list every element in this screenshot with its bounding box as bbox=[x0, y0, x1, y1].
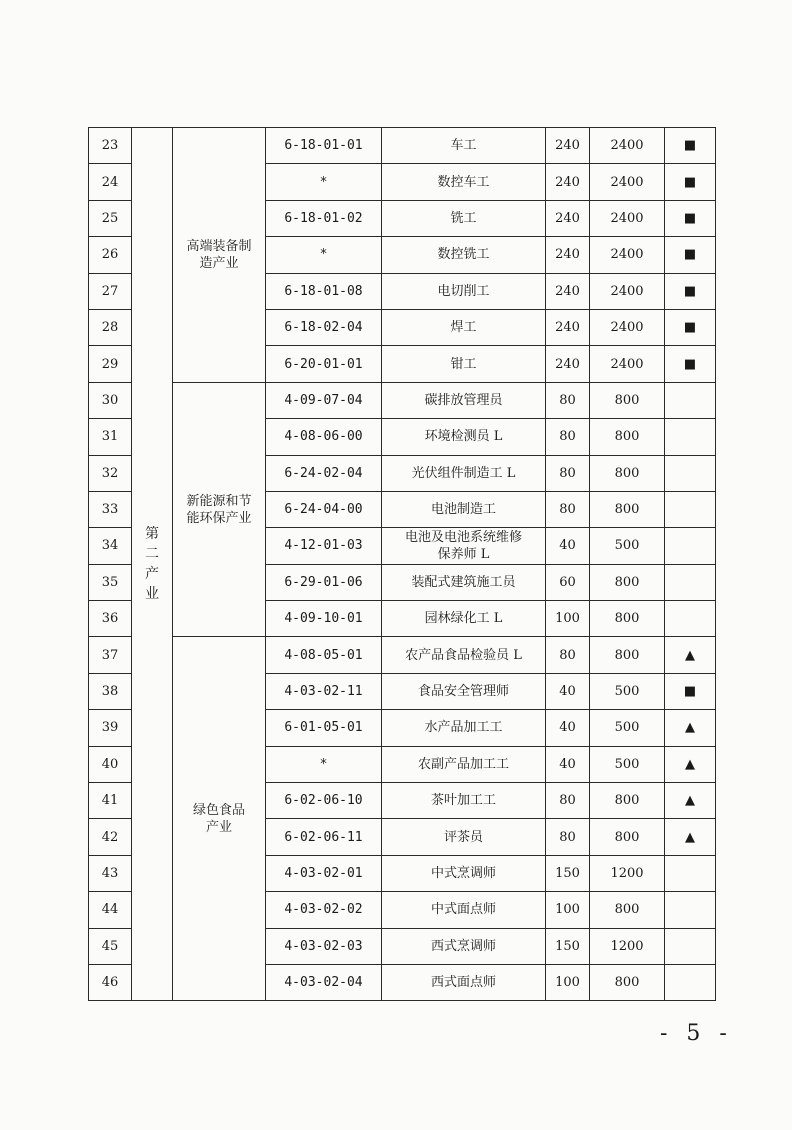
subsidy-fee-cell: 500 bbox=[590, 528, 665, 564]
category-mark-cell: ▲ bbox=[665, 710, 716, 746]
industry-group-cell: 高端装备制 造产业 bbox=[173, 128, 266, 383]
category-mark-cell bbox=[665, 419, 716, 455]
category-mark-cell: ■ bbox=[665, 346, 716, 382]
occupation-name-cell: 数控车工 bbox=[382, 164, 546, 200]
industry-group-cell: 绿色食品 产业 bbox=[173, 637, 266, 1001]
occupation-name-cell: 农副产品加工工 bbox=[382, 746, 546, 782]
subsidy-fee-cell: 1200 bbox=[590, 855, 665, 891]
row-number-cell: 29 bbox=[89, 346, 132, 382]
row-number-cell: 35 bbox=[89, 564, 132, 600]
training-hours-cell: 100 bbox=[546, 964, 590, 1000]
row-number-cell: 34 bbox=[89, 528, 132, 564]
training-hours-cell: 150 bbox=[546, 855, 590, 891]
occupation-code-cell: 4-03-02-01 bbox=[266, 855, 382, 891]
category-mark-cell: ■ bbox=[665, 309, 716, 345]
row-number-cell: 23 bbox=[89, 128, 132, 164]
occupation-name-cell: 钳工 bbox=[382, 346, 546, 382]
training-hours-cell: 80 bbox=[546, 382, 590, 418]
occupation-name-cell: 铣工 bbox=[382, 200, 546, 236]
category-mark-cell bbox=[665, 601, 716, 637]
row-number-cell: 27 bbox=[89, 273, 132, 309]
category-mark-cell: ▲ bbox=[665, 746, 716, 782]
occupation-name-cell: 农产品食品检验员 L bbox=[382, 637, 546, 673]
training-hours-cell: 240 bbox=[546, 200, 590, 236]
training-hours-cell: 80 bbox=[546, 783, 590, 819]
subsidy-fee-cell: 800 bbox=[590, 564, 665, 600]
subsidy-fee-cell: 2400 bbox=[590, 200, 665, 236]
row-number-cell: 26 bbox=[89, 237, 132, 273]
training-hours-cell: 80 bbox=[546, 455, 590, 491]
occupation-code-cell: 4-08-06-00 bbox=[266, 419, 382, 455]
occupation-name-cell: 水产品加工工 bbox=[382, 710, 546, 746]
subsidy-fee-cell: 800 bbox=[590, 964, 665, 1000]
occupation-name-cell: 电池制造工 bbox=[382, 491, 546, 527]
industry-cell: 第 二 产 业 bbox=[132, 128, 173, 1001]
category-mark-cell bbox=[665, 382, 716, 418]
subsidy-fee-cell: 800 bbox=[590, 382, 665, 418]
training-hours-cell: 100 bbox=[546, 601, 590, 637]
row-number-cell: 28 bbox=[89, 309, 132, 345]
occupation-name-cell: 西式面点师 bbox=[382, 964, 546, 1000]
occupation-name-cell: 数控铣工 bbox=[382, 237, 546, 273]
occupation-code-cell: 4-03-02-11 bbox=[266, 673, 382, 709]
occupation-name-cell: 评茶员 bbox=[382, 819, 546, 855]
occupation-name-cell: 电池及电池系统维修 保养师 L bbox=[382, 528, 546, 564]
subsidy-fee-cell: 2400 bbox=[590, 346, 665, 382]
training-hours-cell: 240 bbox=[546, 164, 590, 200]
occupation-name-cell: 碳排放管理员 bbox=[382, 382, 546, 418]
category-mark-cell: ■ bbox=[665, 164, 716, 200]
subsidy-fee-cell: 2400 bbox=[590, 309, 665, 345]
occupation-code-cell: * bbox=[266, 164, 382, 200]
occupation-code-cell: * bbox=[266, 237, 382, 273]
row-number-cell: 40 bbox=[89, 746, 132, 782]
industry-group-cell: 新能源和节 能环保产业 bbox=[173, 382, 266, 637]
occupation-code-cell: 4-12-01-03 bbox=[266, 528, 382, 564]
row-number-cell: 24 bbox=[89, 164, 132, 200]
occupation-name-cell: 茶叶加工工 bbox=[382, 783, 546, 819]
training-hours-cell: 100 bbox=[546, 892, 590, 928]
subsidy-fee-cell: 2400 bbox=[590, 164, 665, 200]
subsidy-fee-cell: 1200 bbox=[590, 928, 665, 964]
occupation-code-cell: * bbox=[266, 746, 382, 782]
occupation-code-cell: 6-20-01-01 bbox=[266, 346, 382, 382]
row-number-cell: 38 bbox=[89, 673, 132, 709]
row-number-cell: 37 bbox=[89, 637, 132, 673]
occupation-code-cell: 6-02-06-10 bbox=[266, 783, 382, 819]
training-hours-cell: 40 bbox=[546, 746, 590, 782]
subsidy-fee-cell: 2400 bbox=[590, 237, 665, 273]
occupation-name-cell: 环境检测员 L bbox=[382, 419, 546, 455]
subsidy-fee-cell: 800 bbox=[590, 637, 665, 673]
occupation-code-cell: 6-01-05-01 bbox=[266, 710, 382, 746]
category-mark-cell: ■ bbox=[665, 273, 716, 309]
row-number-cell: 30 bbox=[89, 382, 132, 418]
subsidy-fee-cell: 800 bbox=[590, 783, 665, 819]
occupation-name-cell: 焊工 bbox=[382, 309, 546, 345]
category-mark-cell bbox=[665, 964, 716, 1000]
subsidy-fee-cell: 800 bbox=[590, 819, 665, 855]
training-hours-cell: 40 bbox=[546, 710, 590, 746]
training-hours-cell: 240 bbox=[546, 346, 590, 382]
row-number-cell: 32 bbox=[89, 455, 132, 491]
occupation-code-cell: 6-29-01-06 bbox=[266, 564, 382, 600]
row-number-cell: 45 bbox=[89, 928, 132, 964]
occupation-code-cell: 6-18-01-02 bbox=[266, 200, 382, 236]
occupation-code-cell: 6-24-02-04 bbox=[266, 455, 382, 491]
occupation-name-cell: 中式烹调师 bbox=[382, 855, 546, 891]
training-hours-cell: 240 bbox=[546, 273, 590, 309]
subsidy-fee-cell: 500 bbox=[590, 746, 665, 782]
subsidy-fee-cell: 2400 bbox=[590, 128, 665, 164]
page-number: - 5 - bbox=[660, 1021, 733, 1046]
training-hours-cell: 240 bbox=[546, 309, 590, 345]
category-mark-cell: ▲ bbox=[665, 637, 716, 673]
occupation-name-cell: 电切削工 bbox=[382, 273, 546, 309]
subsidy-fee-cell: 2400 bbox=[590, 273, 665, 309]
occupation-code-cell: 6-18-02-04 bbox=[266, 309, 382, 345]
category-mark-cell: ■ bbox=[665, 673, 716, 709]
category-mark-cell bbox=[665, 528, 716, 564]
category-mark-cell: ■ bbox=[665, 128, 716, 164]
training-hours-cell: 240 bbox=[546, 128, 590, 164]
row-number-cell: 46 bbox=[89, 964, 132, 1000]
row-number-cell: 44 bbox=[89, 892, 132, 928]
category-mark-cell bbox=[665, 928, 716, 964]
occupation-table bbox=[88, 127, 716, 1001]
occupation-name-cell: 食品安全管理师 bbox=[382, 673, 546, 709]
occupation-code-cell: 4-09-07-04 bbox=[266, 382, 382, 418]
occupation-name-cell: 西式烹调师 bbox=[382, 928, 546, 964]
category-mark-cell bbox=[665, 455, 716, 491]
occupation-code-cell: 4-03-02-02 bbox=[266, 892, 382, 928]
subsidy-fee-cell: 800 bbox=[590, 892, 665, 928]
category-mark-cell bbox=[665, 855, 716, 891]
training-hours-cell: 40 bbox=[546, 673, 590, 709]
occupation-name-cell: 装配式建筑施工员 bbox=[382, 564, 546, 600]
row-number-cell: 43 bbox=[89, 855, 132, 891]
occupation-code-cell: 4-08-05-01 bbox=[266, 637, 382, 673]
category-mark-cell: ▲ bbox=[665, 819, 716, 855]
occupation-name-cell: 园林绿化工 L bbox=[382, 601, 546, 637]
occupation-code-cell: 4-03-02-03 bbox=[266, 928, 382, 964]
training-hours-cell: 80 bbox=[546, 819, 590, 855]
category-mark-cell: ■ bbox=[665, 237, 716, 273]
training-hours-cell: 240 bbox=[546, 237, 590, 273]
table-row bbox=[89, 637, 716, 673]
training-hours-cell: 80 bbox=[546, 491, 590, 527]
row-number-cell: 25 bbox=[89, 200, 132, 236]
training-hours-cell: 80 bbox=[546, 637, 590, 673]
subsidy-fee-cell: 800 bbox=[590, 491, 665, 527]
subsidy-fee-cell: 500 bbox=[590, 710, 665, 746]
category-mark-cell bbox=[665, 892, 716, 928]
occupation-code-cell: 4-09-10-01 bbox=[266, 601, 382, 637]
row-number-cell: 33 bbox=[89, 491, 132, 527]
training-hours-cell: 150 bbox=[546, 928, 590, 964]
subsidy-fee-cell: 800 bbox=[590, 419, 665, 455]
table-row bbox=[89, 128, 716, 164]
row-number-cell: 36 bbox=[89, 601, 132, 637]
subsidy-fee-cell: 800 bbox=[590, 601, 665, 637]
training-hours-cell: 80 bbox=[546, 419, 590, 455]
category-mark-cell bbox=[665, 491, 716, 527]
subsidy-fee-cell: 800 bbox=[590, 455, 665, 491]
occupation-code-cell: 6-18-01-01 bbox=[266, 128, 382, 164]
occupation-code-cell: 6-24-04-00 bbox=[266, 491, 382, 527]
occupation-name-cell: 车工 bbox=[382, 128, 546, 164]
row-number-cell: 39 bbox=[89, 710, 132, 746]
occupation-name-cell: 光伏组件制造工 L bbox=[382, 455, 546, 491]
category-mark-cell: ■ bbox=[665, 200, 716, 236]
occupation-code-cell: 6-18-01-08 bbox=[266, 273, 382, 309]
occupation-code-cell: 6-02-06-11 bbox=[266, 819, 382, 855]
training-hours-cell: 60 bbox=[546, 564, 590, 600]
row-number-cell: 31 bbox=[89, 419, 132, 455]
table-row bbox=[89, 382, 716, 418]
category-mark-cell: ▲ bbox=[665, 783, 716, 819]
occupation-code-cell: 4-03-02-04 bbox=[266, 964, 382, 1000]
row-number-cell: 42 bbox=[89, 819, 132, 855]
subsidy-fee-cell: 500 bbox=[590, 673, 665, 709]
category-mark-cell bbox=[665, 564, 716, 600]
row-number-cell: 41 bbox=[89, 783, 132, 819]
training-hours-cell: 40 bbox=[546, 528, 590, 564]
occupation-name-cell: 中式面点师 bbox=[382, 892, 546, 928]
